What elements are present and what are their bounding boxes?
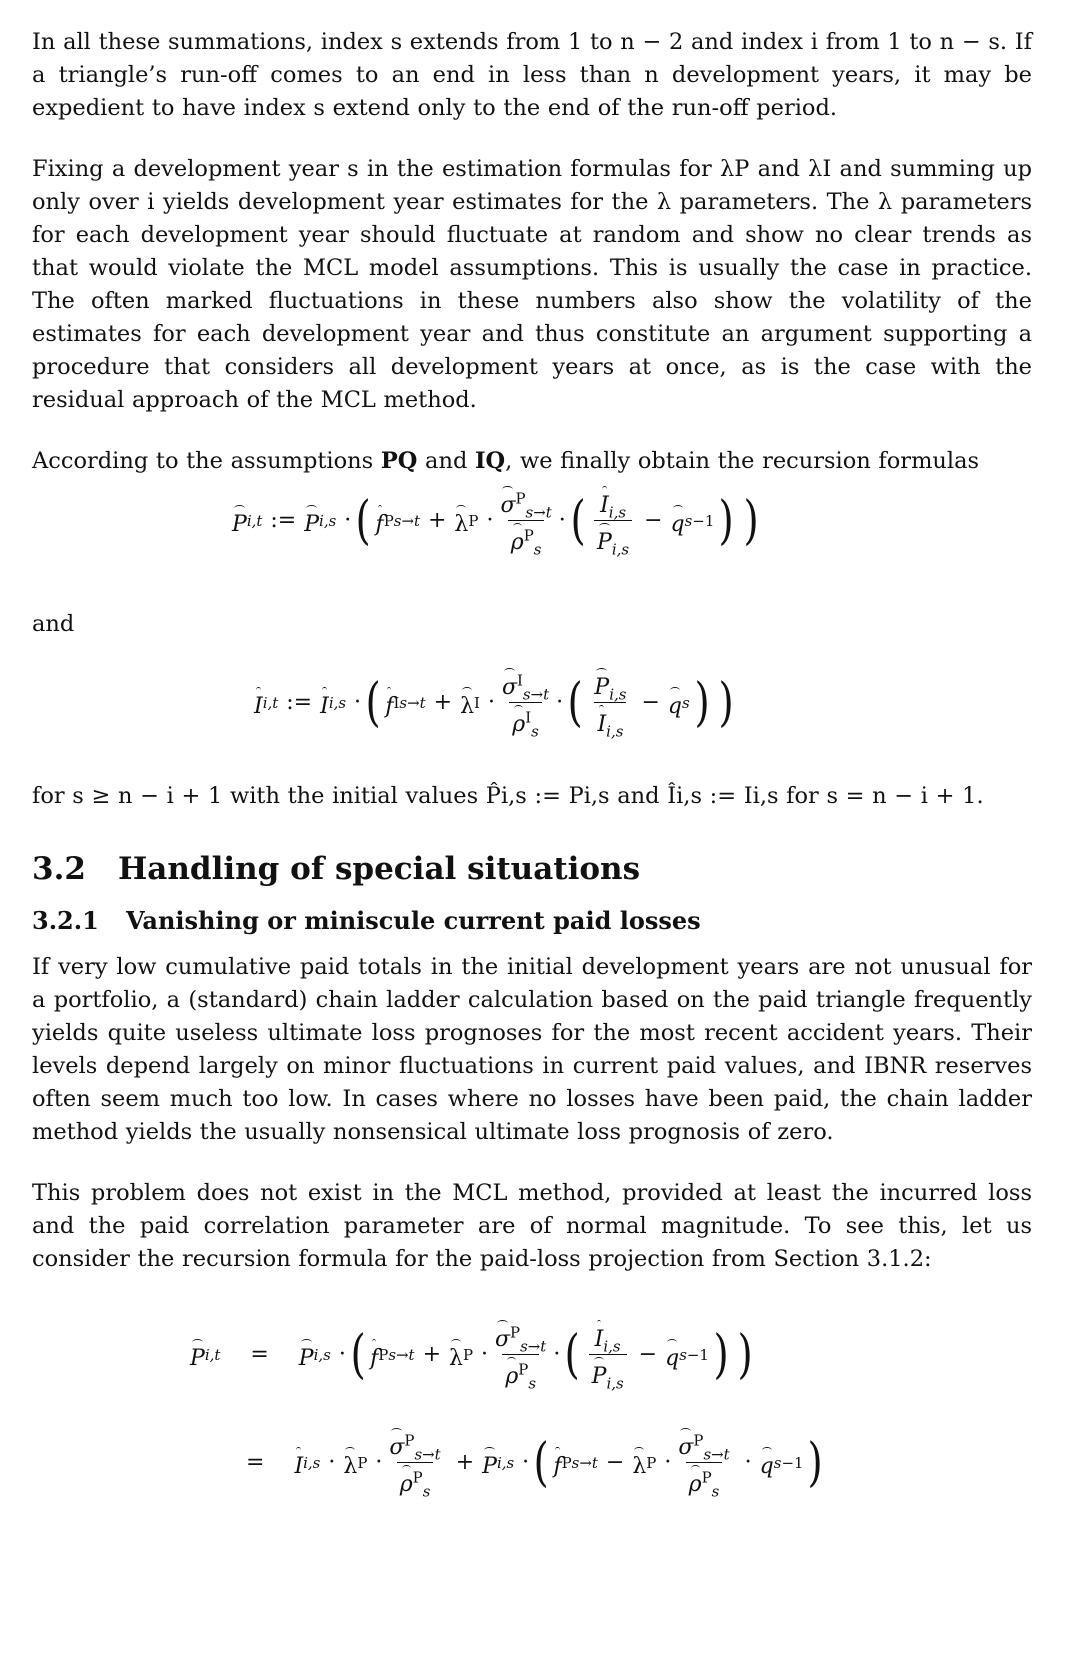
- equation-incurred-recursion: I i,t := I i,s · ( f I s→t + λ I · $\frac{\sigma^I_{s\to t}}{\rho^I_s}$ · ( $\frac{P_{i,s}}{I_{i,s}}$ − q s ) ): [32, 662, 1032, 780]
- section-title: Handling of special situations: [118, 851, 641, 887]
- equation-paid-recursion: P i,t := P i,s · ( f P s→t + λ P · $\frac{\sigma^P_{s\to t}}{\rho^P_s}$ · ( $\frac{I_{i,s}}{P_{i,s}}$ − q s −1 ) ): [32, 478, 1032, 596]
- paragraph-mcl-no-problem: This problem does not exist in the MCL method, provided at least the incurred loss and the paid correlation parameter are of normal magnitude. To see this, let us consider the recursion formula for the paid-loss projection from Section 3.1.2:: [32, 1180, 1032, 1272]
- paragraph-lambda-development: Fixing a development year s in the estimation formulas for λP and λI and summing up only over i yields development year estimates for the λ parameters. The λ parameters for each development year should fluctuate at random and show no clear trends as that would violate the MCL model assumptions. This is usually the case in practice. The often marked fluctuations in these numbers also show the volatility of the estimates for each development year and thus constitute an argument supporting a procedure that considers all development years at once, as is the case with the residual approach of the MCL method.: [32, 156, 1032, 413]
- paragraph-initial-values: for s ≥ n − i + 1 with the initial values P̂i,s := Pi,s and Îi,s := Ii,s for s = n − i + 1.: [32, 783, 984, 809]
- subsection-number: 3.2.1: [32, 906, 99, 935]
- paragraph-recursion-intro: According to the assumptions PQ and IQ, we finally obtain the recursion formulas: [32, 448, 980, 474]
- paragraph-summation-index: In all these summations, index s extends from 1 to n − 2 and index i from 1 to n − s. If a triangle’s run-off comes to an end in less than n development years, it may be expedient to have index s extend only to the end of the run-off period.: [32, 29, 1032, 121]
- subsection-heading: [32, 905, 1032, 937]
- section-number: 3.2: [32, 851, 86, 887]
- derivation-line-2: = I i,s · λ P · $\frac{\sigma^P_{s\to t}}{\rho^P_s}$ + P i,s · ( f P s→t − λ P · $\frac{\sigma^P_{s\to t}}{\rho^P_s}$ · q s −1 ): [246, 1428, 828, 1497]
- assumption-iq: IQ: [475, 448, 506, 474]
- subsection-title: Vanishing or miniscule current paid losses: [126, 906, 701, 935]
- section-heading: [32, 849, 1032, 889]
- paragraph-low-paid-totals: If very low cumulative paid totals in the initial development years are not unusual for a portfolio, a (standard) chain ladder calculation based on the paid triangle frequently yields quite useless ultimate loss prognoses for the most recent accident years. Their levels depend largely on minor fluctuations in current paid values, and IBNR reserves often seem much too low. In cases where no losses have been paid, the chain ladder method yields the usually nonsensical ultimate loss prognosis of zero.: [32, 954, 1032, 1145]
- derivation-line-1: P i,t = P i,s · ( f P s→t + λ P · $\frac{\sigma^P_{s\to t}}{\rho^P_s}$ · ( $\frac{I_{i,s}}{P_{i,s}}$ − q s −1 ) ): [190, 1320, 758, 1389]
- label-and: and: [32, 611, 75, 637]
- assumption-pq: PQ: [380, 448, 418, 474]
- paper-page: [32, 26, 1032, 1548]
- equation-paid-projection-derivation: [32, 1316, 1032, 1548]
